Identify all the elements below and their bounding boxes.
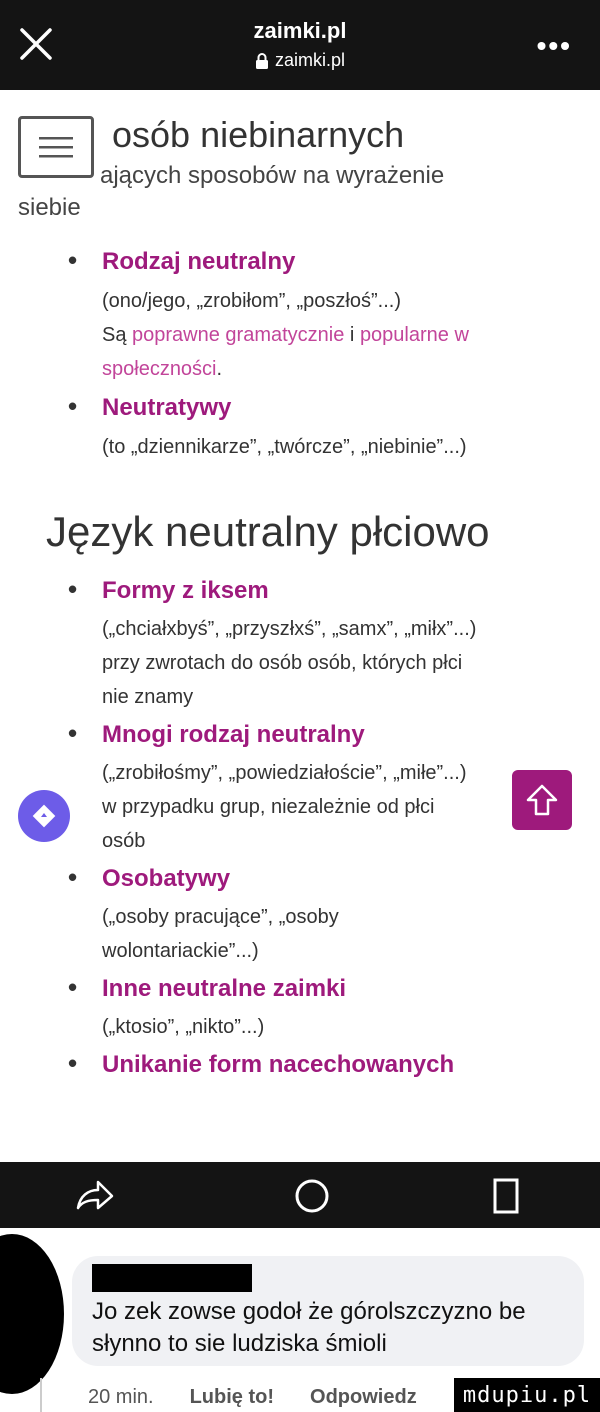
thread-line [40,1378,42,1412]
scroll-to-top-button[interactable] [512,770,572,830]
list-item-example: („osoby pracujące”, „osoby [102,906,339,928]
list-item-title[interactable]: • Mnogi rodzaj neutralny [102,714,580,756]
share-arrow-icon [72,1174,116,1218]
browser-top-bar [0,0,600,90]
arrow-up-icon [524,782,560,818]
page-title: zaimki.pl [253,18,347,43]
list-item-example: wolontariackie”...) [102,940,259,962]
list-item-example: („chciałxbyś”, „przyszłxś”, „samx”, „miłx”...) [102,618,477,640]
list-item-text: osób [102,830,146,852]
lock-icon [255,53,269,69]
like-button[interactable]: Lubię to! [189,1386,275,1408]
reply-button[interactable]: Odpowiedz [310,1386,417,1408]
navigation-fab[interactable] [18,790,70,842]
hamburger-icon [39,135,73,159]
more-options-button[interactable]: ••• [536,30,572,61]
list-item-example: (ono/jego, „zrobiłom”, „poszłoś”...) [102,290,401,312]
article-content [0,90,600,1162]
comment-bubble [72,1256,584,1366]
home-circle-icon [290,1174,334,1218]
link-popular[interactable]: popularne w społeczności [102,324,469,380]
url-display[interactable] [0,50,600,71]
section-subline-end: siebie [18,194,81,221]
neutral-language-list [60,570,580,1086]
link-grammar[interactable]: poprawne gramatycznie [132,324,345,346]
comment-section [0,1228,600,1412]
diamond-arrow-icon [31,803,57,829]
list-item-example: („ktosio”, „nikto”...) [102,1016,265,1038]
home-nav-button[interactable] [290,1174,334,1218]
list-item-title[interactable]: • Unikanie form nacechowanych [102,1044,580,1086]
recents-nav-button[interactable] [484,1174,528,1218]
comment-meta [88,1386,417,1409]
comment-text: Jo zek zowse godoł że górolszczyzno be słynno to sie ludziska śmioli [92,1298,526,1357]
list-item-text: przy zwrotach do osób osób, których płci [102,652,463,674]
list-item-example: (to „dziennikarze”, „twórcze”, „niebinie”...) [102,436,467,458]
list-item-text: nie znamy [102,686,194,708]
share-nav-button[interactable] [72,1174,116,1218]
list-item-text: w przypadku grup, niezależnie od płci [102,796,435,818]
menu-button[interactable] [18,116,94,178]
section-heading-partial: osób niebinarnych [112,114,405,155]
recents-icon [484,1174,528,1218]
list-item-title[interactable]: • Neutratywy [102,386,580,430]
list-item-example: („zrobiłośmy”, „powiedziałoście”, „miłe”...) [102,762,467,784]
pronoun-list [60,240,580,464]
section-subline: ających sposobów na wyrażenie [100,162,445,189]
list-item-note: Są poprawne gramatycznie i popularne w społeczności. [102,324,469,380]
avatar[interactable] [0,1234,64,1394]
watermark-logo: mdupiu.pl [454,1378,600,1412]
section-heading: Język neutralny płciowo [46,508,490,555]
list-item-title[interactable]: • Rodzaj neutralny [102,240,580,284]
list-item-title[interactable]: • Osobatywy [102,858,580,900]
system-nav-bar [0,1162,600,1228]
redacted-author-name[interactable] [92,1264,252,1292]
url-text: zaimki.pl [274,50,345,70]
list-item-title[interactable]: • Formy z iksem [102,570,580,612]
comment-time: 20 min. [88,1386,154,1408]
list-item-title[interactable]: • Inne neutralne zaimki [102,968,580,1010]
